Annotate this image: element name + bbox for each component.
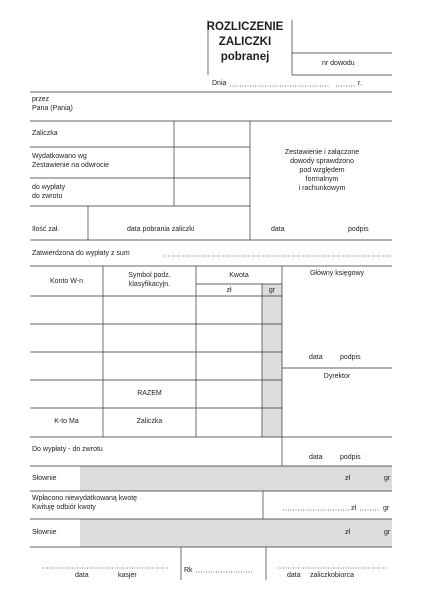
payee-label-line2[interactable]: Pana (Panią) bbox=[32, 105, 73, 112]
repaid-gr-label: gr bbox=[383, 505, 390, 512]
payee-label-line1: przez bbox=[32, 96, 50, 103]
words1-zl-label: zł bbox=[345, 475, 351, 482]
zl-column-header: zł bbox=[226, 287, 232, 294]
words1-gr-label: gr bbox=[384, 475, 391, 482]
symbol-column-header-line1: Symbol podz. bbox=[128, 272, 171, 279]
recipient-label: zaliczkobiorca bbox=[310, 572, 354, 579]
gr-column-shading bbox=[262, 284, 282, 437]
repaid-zl-label: zł bbox=[351, 505, 357, 512]
repaid-label-line1: Wpłacono niewydatkowaną kwotę bbox=[32, 495, 138, 502]
form-title-line3: pobranej bbox=[220, 51, 270, 63]
gr-column-header: gr bbox=[268, 287, 276, 294]
cashier-label: kasjer bbox=[118, 572, 137, 579]
withdrawal-date-label: data pobrania zaliczki bbox=[127, 226, 195, 233]
advance-label: Zaliczka bbox=[32, 130, 58, 137]
verification-line-3: pod względem bbox=[299, 167, 345, 174]
payout-signature-label: podpis bbox=[340, 454, 361, 461]
words2-gr-label: gr bbox=[384, 529, 391, 536]
total-label: RAZEM bbox=[137, 390, 162, 397]
form-title-line1: ROZLICZENIE bbox=[206, 21, 284, 33]
credit-account-label: K-to Ma bbox=[54, 418, 79, 425]
date-suffix-label: r. bbox=[358, 80, 362, 87]
words2-zl-label: zł bbox=[345, 529, 351, 536]
chief-signature-label: podpis bbox=[340, 354, 361, 361]
approval-label[interactable]: Zatwierdzona do wypłaty z sum bbox=[32, 250, 130, 257]
words2-label: Słownie bbox=[32, 529, 57, 536]
recipient-date-label: data bbox=[287, 572, 301, 579]
payout-label-line2: do zwrotu bbox=[32, 193, 63, 200]
spent-label-line1: Wydatkowano wg bbox=[32, 153, 87, 160]
repaid-label-line2: Kwituję odbiór kwoty bbox=[32, 504, 96, 511]
cash-report-label: Rk bbox=[184, 567, 193, 574]
payout-return-label: Do wypłaty - do zwrotu bbox=[32, 446, 103, 453]
account-column-header: Konto W-n bbox=[50, 278, 83, 285]
attachments-label: Ilość zał. bbox=[32, 226, 60, 233]
chief-date-label: data bbox=[309, 354, 323, 361]
director-label: Dyrektor bbox=[323, 373, 351, 380]
payout-label-line1: do wypłaty bbox=[32, 184, 66, 191]
form-title-line2: ZALICZKI bbox=[218, 36, 272, 48]
verification-date-label: data bbox=[271, 226, 285, 233]
payout-date-label: data bbox=[309, 454, 323, 461]
date-prefix-label[interactable]: Dnia bbox=[212, 80, 227, 87]
verification-line-5: i rachunkowym bbox=[298, 185, 346, 192]
amount-column-header: Kwota bbox=[229, 272, 249, 279]
spent-label-line2: Zestawienie na odwrocie bbox=[32, 162, 110, 169]
verification-line-2: dowody sprawdzono bbox=[290, 158, 354, 165]
cashier-date-label: data bbox=[75, 572, 89, 579]
chief-accountant-label: Główny księgowy bbox=[309, 270, 365, 277]
words1-label: Słownie bbox=[32, 475, 57, 482]
doc-number-label: nr dowodu bbox=[322, 60, 355, 67]
verification-line-1: Zestawienie i załączone bbox=[284, 149, 360, 156]
verification-signature-label: podpis bbox=[348, 226, 369, 233]
table-advance-label: Zaliczka bbox=[136, 418, 163, 425]
symbol-column-header-line2: klasyfikacyjn. bbox=[128, 281, 171, 288]
verification-line-4: formalnym bbox=[305, 176, 339, 183]
